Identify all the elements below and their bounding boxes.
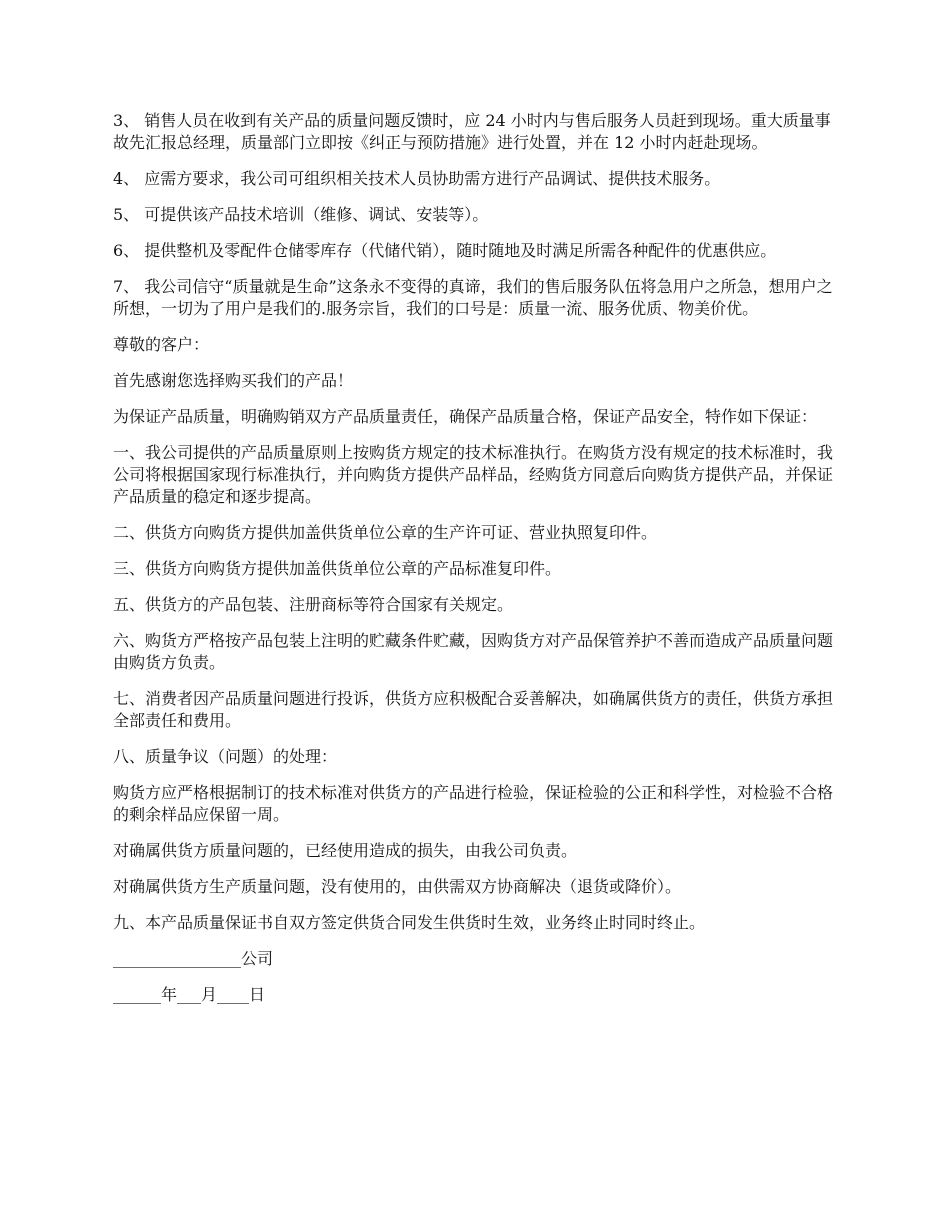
clause-8-heading: 八、质量争议（问题）的处理：	[113, 747, 338, 766]
salutation: 尊敬的客户：	[113, 335, 210, 354]
paragraph-item-6: 6、 提供整机及零配件仓储零库存（代储代销），随时随地及时满足所需各种配件的优惠供应。	[113, 241, 777, 260]
clause-6: 六、购货方严格按产品包装上注明的贮藏条件贮藏，因购货方对产品保管养护不善而造成产品质量问题由购货方负责。	[113, 631, 834, 672]
guarantee-intro: 为保证产品质量，明确购销双方产品质量责任，确保产品质量合格，保证产品安全，特作如下保证：	[113, 407, 818, 426]
paragraph-item-3: 3、 销售人员在收到有关产品的质量问题反馈时，应 24 小时内与售后服务人员赶到现场。重大质量事故先汇报总经理，质量部门立即按《纠正与预防措施》进行处置，并在 12 小时内赶赴现场。	[113, 111, 831, 152]
signature-company: ________________公司	[113, 949, 274, 968]
paragraph-item-4: 4、 应需方要求，我公司可组织相关技术人员协助需方进行产品调试、提供技术服务。	[113, 169, 721, 188]
clause-8-used-loss: 对确属供货方质量问题的，已经使用造成的损失，由我公司负责。	[113, 841, 578, 860]
clause-7: 七、消费者因产品质量问题进行投诉，供货方应积极配合妥善解决，如确属供货方的责任，供货方承担全部责任和费用。	[113, 689, 834, 730]
clause-5: 五、供货方的产品包装、注册商标等符合国家有关规定。	[113, 595, 514, 614]
clause-2: 二、供货方向购货方提供加盖供货单位公章的生产许可证、营业执照复印件。	[113, 523, 658, 542]
paragraph-item-7: 7、 我公司信守“质量就是生命”这条永不变得的真谛，我们的售后服务队伍将急用户之所急，想用户之所想，一切为了用户是我们的.服务宗旨，我们的口号是：质量一流、服务优质、物美价优。	[113, 277, 833, 318]
clause-8-unused: 对确属供货方生产质量问题，没有使用的，由供需双方协商解决（退货或降价）。	[113, 877, 682, 896]
paragraph-item-5: 5、 可提供该产品技术培训（维修、调试、安装等）。	[113, 205, 489, 224]
document-body	[113, 110, 843, 1020]
clause-1: 一、我公司提供的产品质量原则上按购货方规定的技术标准执行。在购货方没有规定的技术标准时，我公司将根据国家现行标准执行，并向购货方提供产品样品，经购货方同意后向购货方提供产品，并保证产品质量的稳定和逐步提高。	[113, 443, 834, 506]
signature-date: ______年___月____日	[113, 985, 266, 1004]
clause-3: 三、供货方向购货方提供加盖供货单位公章的产品标准复印件。	[113, 559, 562, 578]
thanks-line: 首先感谢您选择购买我们的产品！	[113, 371, 354, 390]
clause-8-inspection: 购货方应严格根据制订的技术标准对供货方的产品进行检验，保证检验的公正和科学性，对检验不合格的剩余样品应保留一周。	[113, 783, 834, 824]
clause-9: 九、本产品质量保证书自双方签定供货合同发生供货时生效，业务终止时同时终止。	[113, 913, 706, 932]
